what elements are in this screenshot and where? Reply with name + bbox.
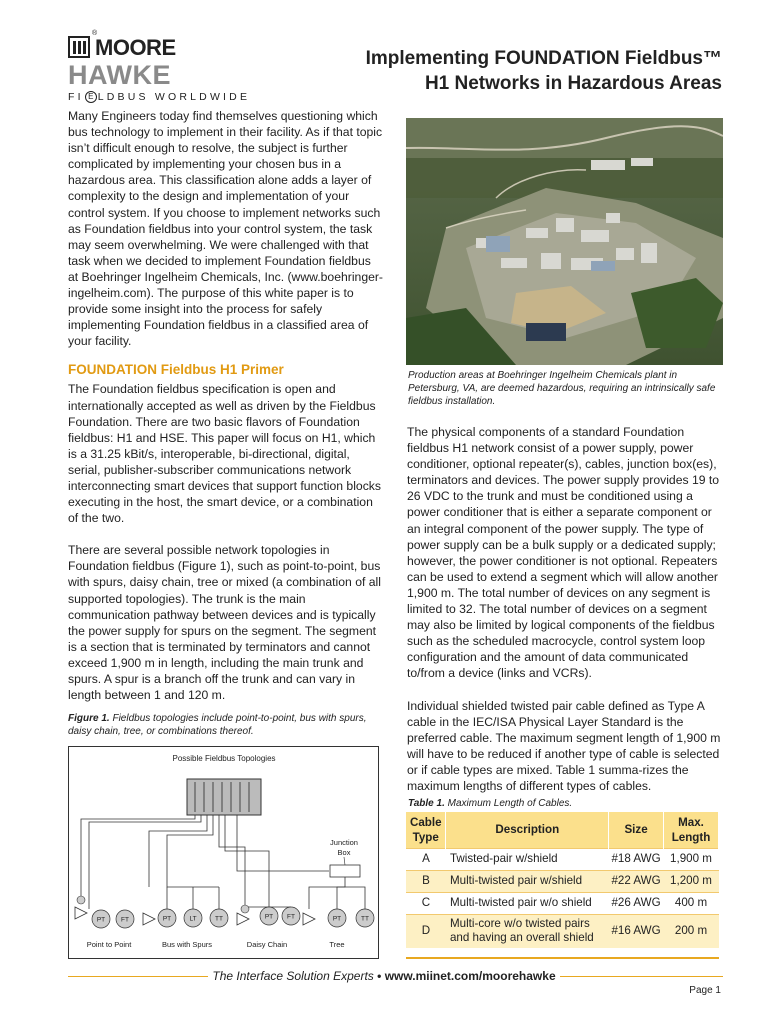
right-paragraph-2: Individual shielded twisted pair cable defined as Type A cable in the IEC/ISA Physical Layer Standard is the preferred cable. The maximum segment length of 1,900 m will have to be reduced if another type of cable is selected or if cable types are mixed. Table 1 summa-rizes the maximum lengths of different types of cables. [407, 698, 721, 793]
figure-1-caption: Figure 1. Fieldbus topologies include point-to-point, bus with spurs, daisy chain, tree, or combinations thereof. [68, 713, 367, 737]
figure-1-topology-diagram [68, 746, 379, 959]
junction-label-2: Box [337, 848, 351, 857]
intro-paragraph: Many Engineers today find themselves questioning which bus technology to implement in their facility. As if that topic isn’t difficult enough to resolve, the subject is further complicated by implementing your chosen bus in a hazardous area. This classification alone adds a layer of complexity to the design and implementation of your control system. If you choose to implement networks such as Foundation fieldbus into your control system, the task may seem overwhelming. We were challenged with that task when we decided to implement Foundation fieldbus at Boehringer Ingelheim Chemicals, Inc. (www.boehringer-ingelheim.com). The purpose of this white paper is to provide some insight into the process for safely implementing Foundation fieldbus in a classified area of your facility. [68, 109, 383, 349]
title-line-1: Implementing FOUNDATION Fieldbus™ [365, 48, 722, 69]
ft-device-icon [282, 907, 300, 925]
svg-text:LT: LT [189, 915, 197, 923]
footer-url-link[interactable]: www.miinet.com/moorehawke [384, 969, 556, 983]
table-row [406, 892, 719, 914]
footer-bullet: • [377, 969, 382, 983]
valve-icon [143, 913, 155, 925]
cell-description: Multi-twisted pair w/shield [446, 870, 609, 892]
cell-size: #16 AWG [609, 914, 664, 948]
table-header-row [406, 812, 719, 848]
cell-size: #26 AWG [609, 892, 664, 914]
photo-caption: Production areas at Boehringer Ingelheim Chemicals plant in Petersburg, VA, are deemed hazardous, requiring an intrinsically safe fieldbus installation. [408, 370, 716, 407]
page-title [366, 46, 722, 96]
svg-text:PT: PT [264, 913, 274, 921]
cell-length: 1,200 m [664, 870, 719, 892]
valve-icon [303, 913, 315, 925]
logo-moore: MOORE [95, 35, 176, 60]
cell-description: Twisted-pair w/shield [446, 848, 609, 870]
svg-text:TT: TT [215, 915, 223, 923]
header-size: Size [609, 812, 664, 848]
right-column [407, 424, 725, 794]
valve-icon [75, 896, 87, 919]
pt-device-icon [158, 909, 176, 927]
svg-text:PT: PT [96, 916, 106, 924]
svg-text:FT: FT [287, 913, 295, 921]
cell-type: A [406, 848, 446, 870]
svg-text:PT: PT [332, 915, 342, 923]
tt-device-icon [210, 909, 228, 927]
title-line-2: H1 Networks in Hazardous Areas [424, 73, 722, 94]
header-description: Description [446, 812, 609, 848]
tt-device-icon [356, 909, 374, 927]
cell-size: #22 AWG [609, 870, 664, 892]
cell-length: 200 m [664, 914, 719, 948]
table-bottom-rule [406, 957, 719, 959]
cell-type: C [406, 892, 446, 914]
header-cable-type: Cable Type [406, 812, 446, 848]
label-point-to-point: Point to Point [86, 940, 132, 949]
valve-icon [237, 905, 249, 925]
svg-text:FT: FT [121, 916, 129, 924]
table-row [406, 870, 719, 892]
lt-device-icon [184, 909, 202, 927]
aerial-photo-image [406, 118, 723, 365]
header-max-length: Max. Length [664, 812, 719, 848]
pt-device-icon [92, 910, 110, 928]
footer-tagline: The Interface Solution Experts [212, 969, 374, 983]
cell-type: D [406, 914, 446, 948]
logo-hawke: HAWKE [68, 60, 171, 90]
table-1-caption: Table 1. Maximum Length of Cables. [408, 798, 573, 809]
diagram-title: Possible Fieldbus Topologies [172, 754, 276, 763]
logo-tagline: FI E LDBUS WORLDWIDE [68, 91, 251, 103]
logo-mark-icon [68, 36, 90, 58]
table-row [406, 848, 719, 870]
cell-length: 1,900 m [664, 848, 719, 870]
moore-hawke-logo [68, 30, 288, 103]
label-daisy-chain: Daisy Chain [246, 940, 288, 949]
junction-label-1: Junction [330, 838, 358, 847]
pt-device-icon [328, 909, 346, 927]
cell-length: 400 m [664, 892, 719, 914]
right-paragraph-1: The physical components of a standard Foundation fieldbus H1 network consist of a power supply, power conditioner, optional repeater(s), cables, junction box(es), terminators and devices. The power supply provides 19 to 26 VDC to the trunk and must be conditioned using a power conditioner that is either a separate component or an integral component of the power supply. The type of power supply can be a bulk supply or a dedicated supply; however, the power conditioner is not optional. Repeaters can be used to extend a segment which will allow another 1,900 m. The total number of devices on any segment is limited to 32. The total number of devices on a segment may also be limited by logical components of the fieldbus such as the scheduled macrocycle, control system loop configuration and the amount of data communicated to/from a device (links and VCRs). [407, 425, 720, 681]
cell-size: #18 AWG [609, 848, 664, 870]
ft-device-icon [116, 910, 134, 928]
table-row [406, 914, 719, 948]
cell-type: B [406, 870, 446, 892]
pt-device-icon [260, 907, 278, 925]
label-bus-with-spurs: Bus with Spurs [161, 940, 213, 949]
svg-text:PT: PT [162, 915, 172, 923]
host-rack-icon [187, 779, 261, 815]
left-column [68, 108, 384, 703]
page-number: Page 1 [689, 985, 721, 996]
topology-diagram-svg [69, 747, 380, 960]
svg-text:TT: TT [361, 915, 369, 923]
aerial-plant-photo [406, 118, 723, 365]
section-heading-primer: FOUNDATION Fieldbus H1 Primer [68, 362, 284, 378]
cable-length-table [406, 812, 719, 948]
logo-registered-mark: ® [92, 30, 98, 37]
label-tree: Tree [329, 940, 345, 949]
primer-paragraph-1: The Foundation fieldbus specification is open and internationally accepted as well as driven by the Fieldbus Foundation. There are two basic flavors of Foundation fieldbus: H1 and HSE. This paper will focus on H1, which is a 31.25 kBit/s, interoperable, bi-directional, digital, serial, publisher-subscriber communications network interconnecting smart devices that support function blocks executing in the host, the smart device, or a combination of the two. [68, 382, 381, 526]
footer [0, 969, 768, 983]
cell-description: Multi-twisted pair w/o shield [446, 892, 609, 914]
primer-paragraph-2: There are several possible network topologies in Foundation fieldbus (Figure 1), such as point-to-point, bus with spurs, daisy chain, tree or mixed (a combination of all supported topologies). The trunk is the main communication pathway between devices and is typically the power supply for spurs on the segment. The segment is a section that is terminated by terminators and cannot exceed 1,900 m in length, including the main trunk and spurs. A spur is a branch off the trunk and can vary in length between 1 and 120 m. [68, 543, 381, 703]
cell-description: Multi-core w/o twisted pairs and having an overall shield [446, 914, 609, 948]
